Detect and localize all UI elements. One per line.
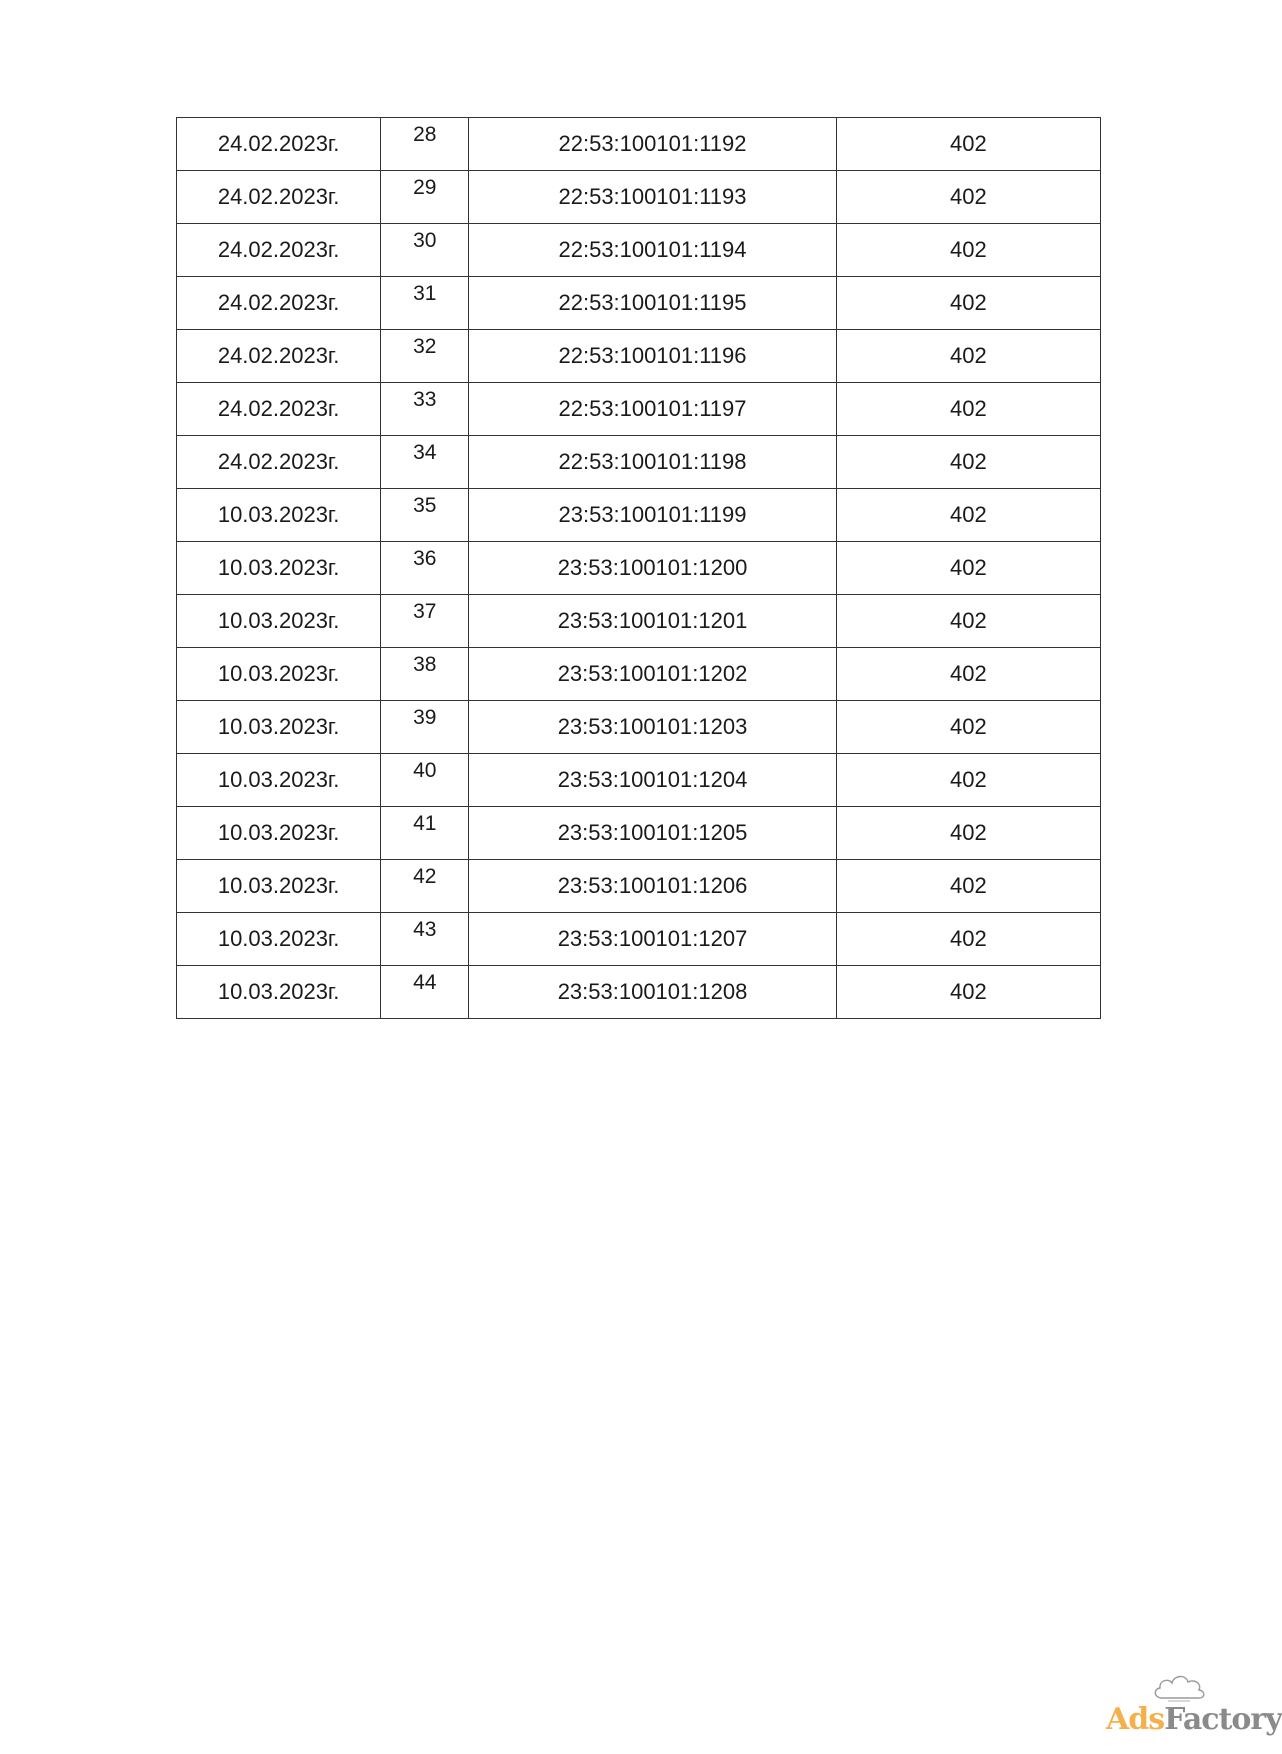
table-row	[177, 754, 1101, 807]
date-cell: 10.03.2023г.	[177, 913, 381, 966]
number-cell: 35	[381, 489, 469, 542]
cadastral-number-cell: 23:53:100101:1206	[469, 860, 836, 913]
adsfactory-watermark	[1106, 1670, 1282, 1740]
records-table	[176, 117, 1101, 1019]
date-cell: 10.03.2023г.	[177, 489, 381, 542]
date-cell: 24.02.2023г.	[177, 171, 381, 224]
cadastral-number-cell: 22:53:100101:1196	[469, 330, 836, 383]
watermark-factory: Factory	[1164, 1702, 1282, 1737]
area-cell: 402	[836, 595, 1100, 648]
area-cell: 402	[836, 383, 1100, 436]
area-cell: 402	[836, 807, 1100, 860]
area-cell: 402	[836, 118, 1100, 171]
number-cell: 40	[381, 754, 469, 807]
table-row	[177, 489, 1101, 542]
date-cell: 10.03.2023г.	[177, 754, 381, 807]
number-cell: 36	[381, 542, 469, 595]
area-cell: 402	[836, 542, 1100, 595]
number-cell: 37	[381, 595, 469, 648]
number-cell: 39	[381, 701, 469, 754]
number-cell: 41	[381, 807, 469, 860]
number-cell: 29	[381, 171, 469, 224]
date-cell: 10.03.2023г.	[177, 542, 381, 595]
cloud-icon	[1150, 1670, 1210, 1704]
cadastral-number-cell: 22:53:100101:1197	[469, 383, 836, 436]
date-cell: 24.02.2023г.	[177, 224, 381, 277]
cadastral-number-cell: 23:53:100101:1201	[469, 595, 836, 648]
table-row	[177, 648, 1101, 701]
cadastral-number-cell: 23:53:100101:1204	[469, 754, 836, 807]
cadastral-number-cell: 23:53:100101:1207	[469, 913, 836, 966]
number-cell: 44	[381, 966, 469, 1019]
table-row	[177, 595, 1101, 648]
date-cell: 24.02.2023г.	[177, 277, 381, 330]
area-cell: 402	[836, 860, 1100, 913]
table-row	[177, 277, 1101, 330]
table-row	[177, 913, 1101, 966]
number-cell: 30	[381, 224, 469, 277]
area-cell: 402	[836, 754, 1100, 807]
area-cell: 402	[836, 330, 1100, 383]
area-cell: 402	[836, 648, 1100, 701]
area-cell: 402	[836, 277, 1100, 330]
area-cell: 402	[836, 171, 1100, 224]
date-cell: 24.02.2023г.	[177, 383, 381, 436]
cadastral-number-cell: 23:53:100101:1203	[469, 701, 836, 754]
cadastral-number-cell: 22:53:100101:1198	[469, 436, 836, 489]
table-row	[177, 807, 1101, 860]
date-cell: 24.02.2023г.	[177, 330, 381, 383]
watermark-ads: Ads	[1106, 1702, 1165, 1737]
date-cell: 10.03.2023г.	[177, 701, 381, 754]
date-cell: 24.02.2023г.	[177, 436, 381, 489]
date-cell: 10.03.2023г.	[177, 807, 381, 860]
table-row	[177, 542, 1101, 595]
cadastral-number-cell: 23:53:100101:1208	[469, 966, 836, 1019]
number-cell: 42	[381, 860, 469, 913]
date-cell: 10.03.2023г.	[177, 648, 381, 701]
date-cell: 10.03.2023г.	[177, 595, 381, 648]
number-cell: 28	[381, 118, 469, 171]
table-row	[177, 383, 1101, 436]
cadastral-number-cell: 23:53:100101:1205	[469, 807, 836, 860]
area-cell: 402	[836, 489, 1100, 542]
table-row	[177, 171, 1101, 224]
number-cell: 43	[381, 913, 469, 966]
cadastral-number-cell: 23:53:100101:1200	[469, 542, 836, 595]
number-cell: 33	[381, 383, 469, 436]
table-row	[177, 860, 1101, 913]
number-cell: 34	[381, 436, 469, 489]
cadastral-number-cell: 22:53:100101:1195	[469, 277, 836, 330]
number-cell: 38	[381, 648, 469, 701]
watermark-text	[1106, 1702, 1282, 1738]
table-row	[177, 966, 1101, 1019]
number-cell: 32	[381, 330, 469, 383]
area-cell: 402	[836, 701, 1100, 754]
table-row	[177, 701, 1101, 754]
cadastral-number-cell: 23:53:100101:1199	[469, 489, 836, 542]
area-cell: 402	[836, 913, 1100, 966]
number-cell: 31	[381, 277, 469, 330]
table-row	[177, 330, 1101, 383]
table-row	[177, 118, 1101, 171]
cadastral-number-cell: 23:53:100101:1202	[469, 648, 836, 701]
date-cell: 10.03.2023г.	[177, 860, 381, 913]
area-cell: 402	[836, 224, 1100, 277]
table-row	[177, 224, 1101, 277]
date-cell: 24.02.2023г.	[177, 118, 381, 171]
cadastral-number-cell: 22:53:100101:1194	[469, 224, 836, 277]
table-row	[177, 436, 1101, 489]
cadastral-number-cell: 22:53:100101:1193	[469, 171, 836, 224]
cadastral-number-cell: 22:53:100101:1192	[469, 118, 836, 171]
table-body	[177, 118, 1101, 1019]
area-cell: 402	[836, 436, 1100, 489]
area-cell: 402	[836, 966, 1100, 1019]
date-cell: 10.03.2023г.	[177, 966, 381, 1019]
